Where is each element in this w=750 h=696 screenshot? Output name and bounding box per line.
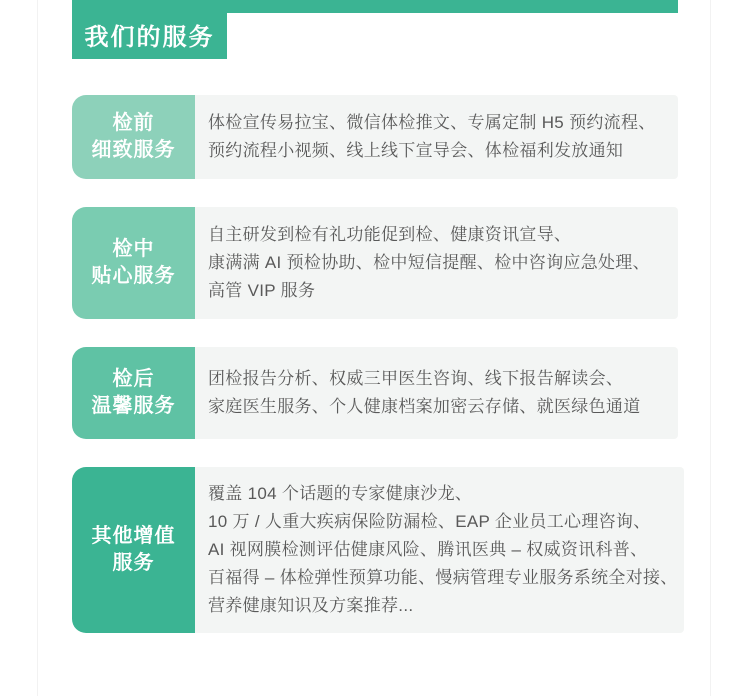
service-line: 康满满 AI 预检协助、检中短信提醒、检中咨询应急处理、 bbox=[208, 253, 650, 272]
service-card-post-exam bbox=[72, 347, 678, 439]
service-label-line: 服务 bbox=[112, 552, 155, 574]
service-label-line: 检后 bbox=[112, 368, 155, 390]
page-title: 我们的服务 bbox=[84, 24, 215, 51]
service-label-line: 检中 bbox=[112, 238, 155, 260]
service-line: 10 万 / 人重大疾病保险防漏检、EAP 企业员工心理咨询、 bbox=[208, 512, 651, 531]
service-line: 团检报告分析、权威三甲医生咨询、线下报告解读会、 bbox=[208, 369, 624, 388]
service-label bbox=[72, 467, 195, 633]
service-label-line: 温馨服务 bbox=[91, 395, 176, 417]
service-line: 百福得 – 体检弹性预算功能、慢病管理专业服务系统全对接、 bbox=[208, 568, 678, 587]
service-line: 家庭医生服务、个人健康档案加密云存储、就医绿色通道 bbox=[208, 397, 641, 416]
service-label-line: 细致服务 bbox=[91, 139, 176, 161]
service-line: 营养健康知识及方案推荐... bbox=[208, 596, 414, 615]
section-title-box bbox=[72, 0, 227, 59]
service-line: AI 视网膜检测评估健康风险、腾讯医典 – 权威资讯科普、 bbox=[208, 540, 648, 559]
service-description bbox=[195, 95, 678, 179]
page-left-edge bbox=[37, 0, 38, 696]
service-line: 预约流程小视频、线上线下宣导会、体检福利发放通知 bbox=[208, 141, 624, 160]
service-label-line: 贴心服务 bbox=[91, 265, 176, 287]
service-line: 自主研发到检有礼功能促到检、健康资讯宣导、 bbox=[208, 225, 572, 244]
service-label-line: 其他增值 bbox=[91, 525, 176, 547]
service-label bbox=[72, 207, 195, 319]
service-description bbox=[195, 207, 678, 319]
service-card-list bbox=[72, 95, 678, 661]
service-line: 覆盖 104 个话题的专家健康沙龙、 bbox=[208, 484, 473, 503]
service-card-pre-exam bbox=[72, 95, 678, 179]
service-card-during-exam bbox=[72, 207, 678, 319]
service-line: 高管 VIP 服务 bbox=[208, 281, 316, 300]
service-label-line: 检前 bbox=[112, 112, 155, 134]
service-line: 体检宣传易拉宝、微信体检推文、专属定制 H5 预约流程、 bbox=[208, 113, 656, 132]
page-right-edge bbox=[710, 0, 711, 696]
service-label bbox=[72, 347, 195, 439]
service-description bbox=[195, 467, 684, 633]
service-description bbox=[195, 347, 678, 439]
service-card-value-added bbox=[72, 467, 678, 633]
service-label bbox=[72, 95, 195, 179]
